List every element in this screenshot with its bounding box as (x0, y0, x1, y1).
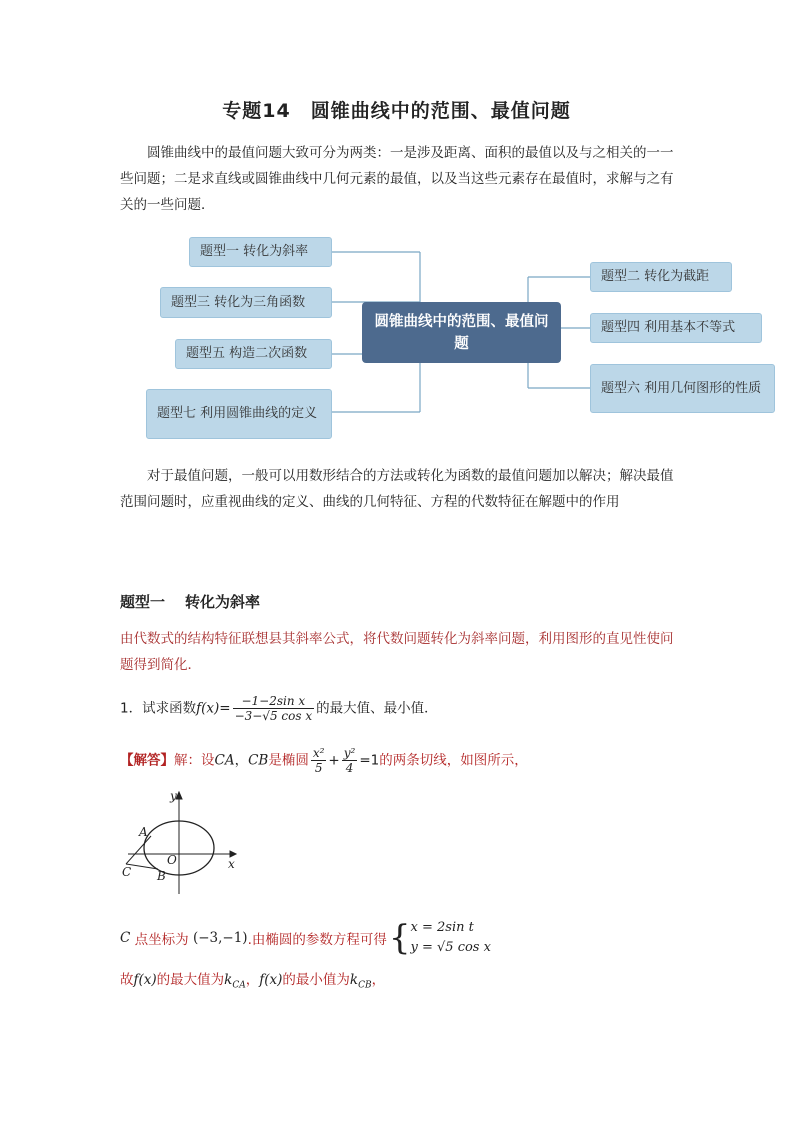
section-desc-text: 由代数式的结构特征联想县其斜率公式，将代数问题转化为斜率问题，利用图形的直见性使问题得到简化． (120, 631, 674, 673)
param-system (389, 918, 491, 958)
answer-plus: + (328, 752, 340, 769)
concl-t1: 故 (120, 972, 134, 988)
answer-text2: 是椭圆 (268, 752, 309, 769)
c-coord: (−3,−1) (192, 930, 248, 946)
param-equations (411, 918, 491, 958)
mindmap-node-type4: 题型四 利用基本不等式 (590, 313, 762, 343)
concl-k1: k (224, 972, 233, 988)
section-label: 题型一 (120, 593, 166, 611)
c-text3: .由椭圆的参数方程可得 (247, 932, 387, 948)
concl-t4: 的最小值为 (282, 972, 350, 988)
problem-1 (120, 694, 438, 723)
label-o: O (167, 853, 177, 867)
answer-text1: 解：设 (174, 752, 215, 769)
label-y: y (170, 789, 177, 803)
c-point-line (120, 918, 491, 958)
fraction-denominator: −3−√5 cos x (234, 709, 313, 723)
mindmap-node-type7: 题型七 利用圆锥曲线的定义 (146, 389, 332, 439)
concl-f2: f(x) (259, 972, 283, 988)
section-description (120, 626, 680, 678)
label-a: A (139, 825, 148, 839)
param-eq-x: x = 2sin t (410, 920, 474, 935)
method-paragraph (120, 463, 680, 515)
mindmap-node-type6: 题型六 利用几何图形的性质 (590, 364, 775, 413)
concl-f1: f(x) (133, 972, 157, 988)
concl-t5: ， (371, 972, 386, 988)
concl-t2: 的最大值为 (156, 972, 225, 988)
param-eq-y: y = √5 cos x (410, 940, 491, 955)
label-c: C (122, 865, 132, 879)
ellipse-frac-x (311, 746, 327, 775)
intro-text: 圆锥曲线中的最值问题大致可分为两类：一是涉及距离、面积的最值以及与之相关的一一些问题；二是求直线或圆锥曲线中几何元素的最值，以及当这些元素存在最值时，求解与之有关的一些问题． (120, 145, 674, 213)
concl-k2-sub: CB (358, 980, 372, 991)
answer-line (120, 746, 528, 775)
problem-prefix: 1．试求函数 (120, 700, 197, 717)
concl-t3: ， (245, 972, 260, 988)
fraction-numerator: −1−2sin x (233, 694, 315, 709)
answer-cb: CB (248, 752, 269, 769)
answer-tag: 【解答】 (120, 752, 174, 769)
mindmap-node-type1: 题型一 转化为斜率 (189, 237, 332, 267)
section-heading (120, 591, 260, 612)
label-x: x (228, 857, 235, 871)
conclusion-line (120, 968, 385, 991)
mindmap-node-type3: 题型三 转化为三角函数 (160, 287, 332, 318)
mindmap-center: 圆锥曲线中的范围、最值问题 (362, 302, 561, 363)
method-text: 对于最值问题，一般可以用数形结合的方法或转化为函数的最值问题加以解决；解决最值范围问题时，应重视曲线的定义、曲线的几何特征、方程的代数特征在解题中的作用 (120, 468, 674, 510)
label-b: B (157, 869, 166, 883)
mindmap-node-type5: 题型五 构造二次函数 (175, 339, 332, 369)
problem-fraction (233, 694, 315, 723)
brace: { (388, 918, 411, 958)
concl-k2: k (349, 972, 359, 988)
answer-eq1: =1 (359, 752, 380, 769)
ellipse-figure (118, 786, 243, 898)
problem-fx: f(x)= (196, 700, 231, 717)
concl-k1-sub: CA (232, 980, 246, 991)
ellipse-frac-y (342, 746, 358, 775)
ellipse-num-x: x² (312, 746, 325, 760)
answer-text3: 的两条切线，如图所示， (379, 752, 528, 769)
ellipse-den-x: 5 (314, 761, 323, 775)
answer-ca: CA (214, 752, 235, 769)
answer-sep: ， (234, 752, 249, 769)
c-text2: 点坐标为 (134, 932, 189, 948)
ellipse-num-y: y² (343, 746, 356, 760)
mindmap-node-type2: 题型二 转化为截距 (590, 262, 732, 292)
page-title: 专题14 圆锥曲线中的范围、最值问题 (222, 100, 571, 122)
c-label: C (120, 930, 131, 946)
section-name: 转化为斜率 (185, 593, 261, 611)
problem-suffix: 的最大值、最小值． (316, 700, 438, 717)
y-axis-arrow (176, 792, 182, 799)
ellipse-den-y: 4 (345, 761, 354, 775)
intro-paragraph (120, 140, 680, 218)
